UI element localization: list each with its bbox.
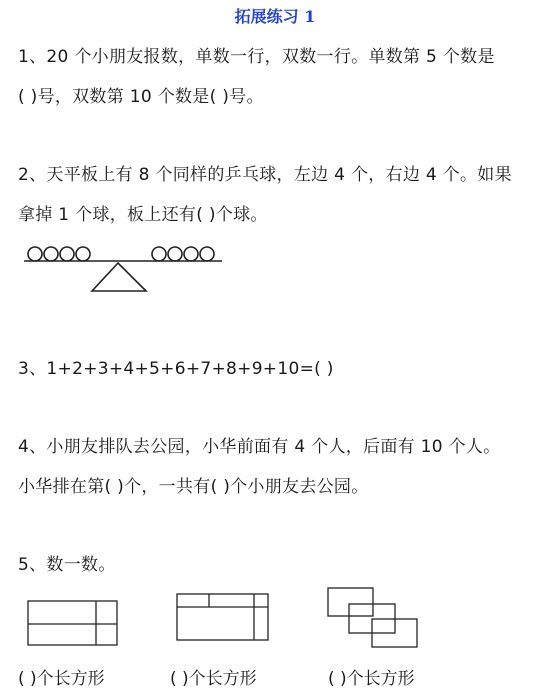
- ball: [184, 247, 198, 261]
- ball: [60, 247, 74, 261]
- worksheet-title: 拓展练习 1: [234, 7, 316, 26]
- rectangle-figure-1: [28, 601, 117, 645]
- question-1-line-1: 1、20 个小朋友报数，单数一行，双数一行。单数第 5 个数是: [18, 47, 495, 67]
- ball: [44, 247, 58, 261]
- question-2-line-2: 拿掉 1 个球，板上还有( )个球。: [18, 205, 268, 225]
- figure-3-caption: ( )个长方形: [328, 669, 415, 689]
- question-3-line-1: 3、1+2+3+4+5+6+7+8+9+10=( ): [18, 359, 334, 379]
- ball: [76, 247, 90, 261]
- ball: [28, 247, 42, 261]
- figure-2-caption: ( )个长方形: [170, 669, 257, 689]
- question-4-line-2: 小华排在第( )个，一共有( )个小朋友去公园。: [18, 477, 369, 497]
- rectangle-figure-2: [177, 594, 268, 640]
- question-5-line-1: 5、数一数。: [18, 555, 116, 575]
- question-4-line-1: 4、小朋友排队去公园，小华前面有 4 个人，后面有 10 个人。: [18, 437, 501, 457]
- question-1-line-2: ( )号，双数第 10 个数是( )号。: [18, 87, 264, 107]
- figure-1-caption: ( )个长方形: [18, 669, 105, 689]
- ball: [152, 247, 166, 261]
- ball: [168, 247, 182, 261]
- rectangle-figure-3: [328, 588, 417, 647]
- ball: [200, 247, 214, 261]
- question-2-line-1: 2、天平板上有 8 个同样的乒乓球，左边 4 个，右边 4 个。如果: [18, 165, 512, 185]
- balance-fulcrum: [92, 263, 146, 291]
